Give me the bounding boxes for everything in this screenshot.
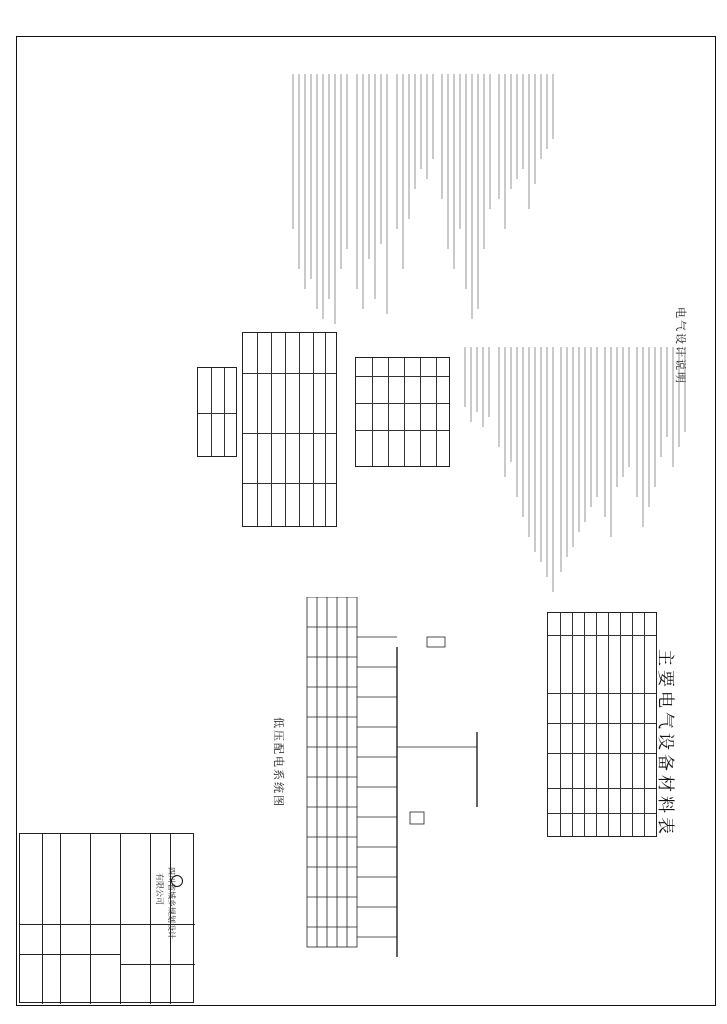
design-notes-text: [287, 69, 567, 329]
diagram-svg: [302, 597, 502, 967]
equipment-table: [547, 612, 657, 837]
system-diagram-title: 低压配电系统图: [272, 717, 285, 808]
material-summary-table: [197, 367, 237, 457]
design-notes-title: 电气设计说明: [674, 307, 687, 385]
design-notes-lines-2: [457, 337, 692, 607]
load-calc-table: [355, 357, 450, 467]
single-line-diagram: [302, 597, 502, 967]
company-suffix: 有限公司: [155, 873, 164, 905]
company-name: 四川省城乡规划设计: [167, 867, 176, 939]
equipment-table-title: 主要电气设备材料表: [655, 649, 675, 838]
drawing-frame: [16, 36, 716, 1006]
parameter-table: [242, 332, 337, 527]
design-notes-text-2: [457, 337, 692, 607]
design-notes-lines: [287, 69, 567, 329]
